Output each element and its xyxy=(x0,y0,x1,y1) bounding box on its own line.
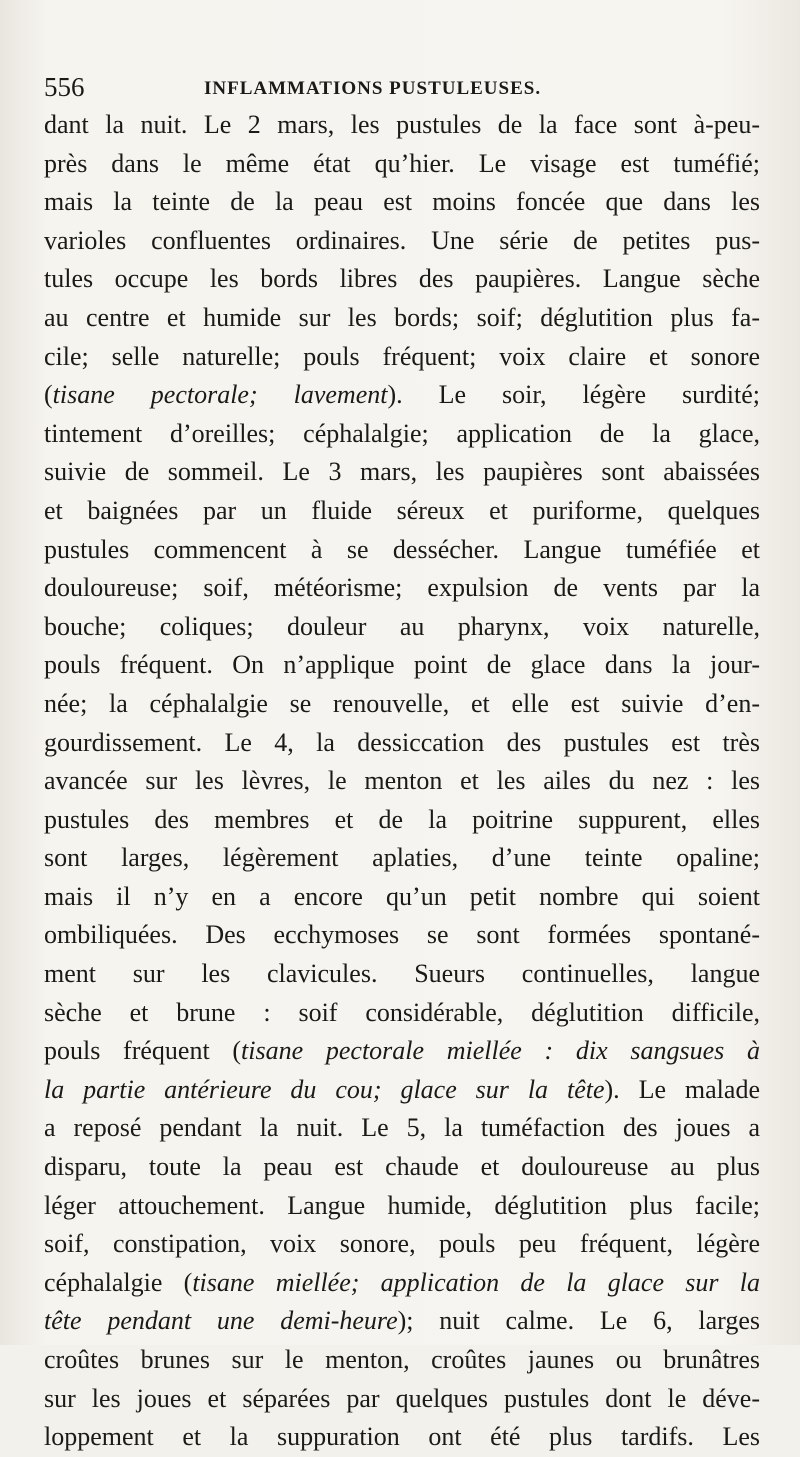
text-line xyxy=(44,1341,760,1380)
text-line xyxy=(44,338,760,377)
text-line xyxy=(44,1302,760,1341)
text-line xyxy=(44,376,760,415)
text-line xyxy=(44,916,760,955)
text-segment: gourdissement. Le 4, la dessiccation des pustules est très xyxy=(44,727,760,757)
text-line xyxy=(44,1187,760,1226)
text-line xyxy=(44,453,760,492)
text-segment: dant la nuit. Le 2 mars, les pustules de la face sont à-peu- xyxy=(44,110,760,139)
italic-text-segment: tisane pectorale miellée : dix sangsues à xyxy=(241,1036,760,1066)
italic-text-segment: tête pendant une demi-heure xyxy=(44,1306,398,1336)
text-segment: ). Le malade xyxy=(604,1074,760,1104)
text-line xyxy=(44,492,760,531)
text-segment: sèche et brune : soif considérable, déglutition difficile, xyxy=(44,997,760,1027)
text-line xyxy=(44,994,760,1033)
text-segment: cile; selle naturelle; pouls fréquent; voix claire et sonore xyxy=(44,341,760,371)
text-line xyxy=(44,1109,760,1148)
text-line xyxy=(44,260,760,299)
text-segment: mais la teinte de la peau est moins foncée que dans les xyxy=(44,187,760,217)
page-header xyxy=(44,72,764,106)
text-line xyxy=(44,106,760,145)
text-line xyxy=(44,1380,760,1419)
text-line xyxy=(44,1071,760,1110)
text-segment: croûtes brunes sur le menton, croûtes jaunes ou brunâtres xyxy=(44,1345,760,1374)
text-segment: tintement d’oreilles; céphalalgie; application de la glace, xyxy=(44,418,760,448)
text-line xyxy=(44,646,760,685)
text-line xyxy=(44,1148,760,1187)
text-line xyxy=(44,299,760,338)
text-segment: sont larges, légèrement aplaties, d’une teinte opaline; xyxy=(44,843,760,873)
text-segment: ment sur les clavicules. Sueurs continuelles, langue xyxy=(44,959,760,989)
text-line xyxy=(44,1418,760,1457)
text-segment: pouls fréquent. On n’applique point de glace dans la jour- xyxy=(44,650,760,680)
text-line xyxy=(44,685,760,724)
text-segment: et baignées par un fluide séreux et puriforme, quelques xyxy=(44,495,760,525)
text-line xyxy=(44,1225,760,1264)
running-head: INFLAMMATIONS PUSTULEUSES. xyxy=(204,78,542,99)
text-segment: douloureuse; soif, météorisme; expulsion de vents par la xyxy=(44,573,760,603)
italic-text-segment: la partie antérieure du cou; glace sur la tête xyxy=(44,1074,605,1104)
text-segment: ombiliquées. Des ecchymoses se sont formées spontané- xyxy=(44,920,760,950)
text-line xyxy=(44,724,760,763)
italic-text-segment: tisane miellée; application de la glace sur la xyxy=(192,1267,760,1297)
text-line xyxy=(44,569,760,608)
text-line xyxy=(44,801,760,840)
text-segment: tules occupe les bords libres des paupières. Langue sèche xyxy=(44,264,760,294)
text-segment: pustules commencent à se dessécher. Langue tuméfiée et xyxy=(44,534,760,564)
text-segment: loppement et la suppuration ont été plus tardifs. Les xyxy=(44,1422,760,1452)
text-line xyxy=(44,878,760,917)
text-line xyxy=(44,222,760,261)
text-segment: au centre et humide sur les bords; soif; déglutition plus fa- xyxy=(44,302,760,332)
text-line xyxy=(44,1032,760,1071)
text-segment: mais il n’y en a encore qu’un petit nombre qui soient xyxy=(44,881,760,911)
text-line xyxy=(44,1264,760,1303)
text-segment: près dans le même état qu’hier. Le visage est tuméfié; xyxy=(44,148,760,178)
text-segment: suivie de sommeil. Le 3 mars, les paupières sont abaissées xyxy=(44,457,760,487)
text-segment: pouls fréquent ( xyxy=(44,1036,242,1066)
text-segment: avancée sur les lèvres, le menton et les ailes du nez : les xyxy=(44,766,760,796)
text-line xyxy=(44,762,760,801)
text-line xyxy=(44,415,760,454)
text-line xyxy=(44,955,760,994)
text-segment: soif, constipation, voix sonore, pouls peu fréquent, légère xyxy=(44,1229,760,1259)
text-line xyxy=(44,531,760,570)
text-segment: varioles confluentes ordinaires. Une série de petites pus- xyxy=(44,225,760,255)
text-segment: sur les joues et séparées par quelques pustules dont le déve- xyxy=(44,1383,760,1413)
text-segment: pustules des membres et de la poitrine suppurent, elles xyxy=(44,804,760,834)
text-segment: léger attouchement. Langue humide, déglutition plus facile; xyxy=(44,1190,760,1220)
italic-text-segment: tisane pectorale; lavement xyxy=(52,380,388,410)
text-segment: disparu, toute la peau est chaude et douloureuse au plus xyxy=(44,1152,760,1182)
text-line xyxy=(44,145,760,184)
text-segment: ( xyxy=(44,380,53,410)
text-segment: céphalalgie ( xyxy=(44,1267,193,1297)
text-line xyxy=(44,608,760,647)
text-line xyxy=(44,839,760,878)
text-segment: bouche; coliques; douleur au pharynx, voix naturelle, xyxy=(44,611,760,641)
text-line xyxy=(44,183,760,222)
body-text xyxy=(44,106,760,1457)
page-number: 556 xyxy=(44,72,85,102)
text-segment: a reposé pendant la nuit. Le 5, la tuméfaction des joues a xyxy=(44,1113,760,1143)
text-segment: ); nuit calme. Le 6, larges xyxy=(397,1306,760,1336)
text-segment: née; la céphalalgie se renouvelle, et elle est suivie d’en- xyxy=(44,688,760,718)
text-segment: ). Le soir, légère surdité; xyxy=(387,380,760,410)
